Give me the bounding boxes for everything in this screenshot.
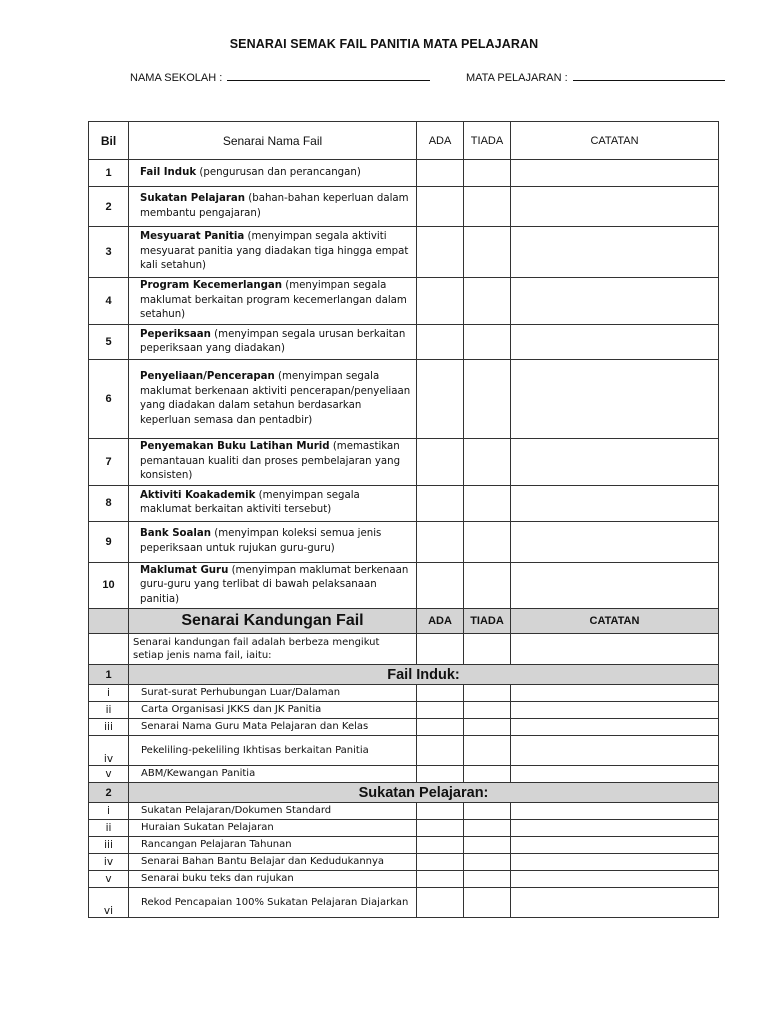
catatan-note-cell[interactable]	[511, 439, 719, 486]
file-name: Fail Induk	[140, 166, 197, 178]
catatan-note-cell[interactable]	[511, 325, 719, 360]
catatan-note-cell[interactable]	[511, 766, 719, 783]
section-number-text: 1	[105, 668, 112, 681]
catatan-note-cell[interactable]	[511, 634, 719, 665]
header-bil: Bil	[89, 122, 129, 160]
contents-title-text: Senarai Kandungan Fail	[181, 612, 364, 629]
file-detail: (menyimpan segala maklumat berkenaan aktiviti pencerapan/penyeliaan yang diadakan dalam setahun berdasarkan keperluan semasa dan pentadbir)	[140, 371, 411, 426]
item-numeral-text: ii	[105, 822, 112, 834]
tiada-checkbox-cell[interactable]	[464, 325, 511, 360]
content-item-row	[89, 719, 719, 736]
ada-checkbox-cell[interactable]	[417, 854, 464, 871]
file-detail: (bahan-bahan keperluan dalam membantu pengajaran)	[140, 193, 409, 219]
header-tiada: TIADA	[464, 122, 511, 160]
catatan-note-cell[interactable]	[511, 803, 719, 820]
ada-checkbox-cell[interactable]	[417, 160, 464, 187]
item-numeral	[89, 685, 129, 702]
item-text-content: ABM/Kewangan Panitia	[141, 768, 256, 780]
catatan-note-cell[interactable]	[511, 160, 719, 187]
item-numeral	[89, 702, 129, 719]
file-row	[89, 278, 719, 325]
file-row	[89, 485, 719, 521]
ada-checkbox-cell[interactable]	[417, 485, 464, 521]
section-title-text: Fail Induk:	[387, 666, 460, 683]
row-number	[89, 160, 129, 187]
table-header-row	[89, 122, 719, 160]
tiada-checkbox-cell[interactable]	[464, 803, 511, 820]
tiada-checkbox-cell[interactable]	[464, 360, 511, 439]
contents-catatan-text: CATATAN	[589, 615, 640, 627]
item-numeral-text: v	[105, 873, 112, 885]
file-description	[129, 521, 417, 562]
tiada-checkbox-cell[interactable]	[464, 160, 511, 187]
file-name: Program Kecemerlangan	[140, 280, 283, 292]
content-item-row	[89, 702, 719, 719]
file-row	[89, 227, 719, 278]
contents-header-ada	[417, 609, 464, 634]
catatan-note-cell[interactable]	[511, 871, 719, 888]
item-numeral	[89, 820, 129, 837]
item-text	[129, 766, 417, 783]
content-item-row	[89, 736, 719, 766]
item-numeral-text: iii	[104, 721, 113, 733]
file-name: Penyemakan Buku Latihan Murid	[140, 441, 330, 452]
item-text-content: Pekeliling-pekeliling Ikhtisas berkaitan Panitia	[141, 744, 369, 756]
file-name: Peperiksaan	[140, 328, 211, 340]
catatan-note-cell[interactable]	[511, 820, 719, 837]
ada-checkbox-cell[interactable]	[417, 766, 464, 783]
item-numeral	[89, 719, 129, 736]
file-description	[129, 360, 417, 439]
item-text-content: Senarai Nama Guru Mata Pelajaran dan Kelas	[141, 721, 369, 733]
file-description	[129, 187, 417, 227]
item-text	[129, 888, 417, 918]
row-number-text: 7	[105, 455, 112, 468]
file-description	[129, 227, 417, 278]
tiada-checkbox-cell[interactable]	[464, 685, 511, 702]
item-numeral-text: iv	[103, 753, 114, 765]
file-row	[89, 439, 719, 486]
file-detail: (menyimpan koleksi semua jenis peperiksaan untuk rujukan guru-guru)	[140, 528, 382, 554]
contents-title	[129, 609, 417, 634]
content-item-row	[89, 803, 719, 820]
ada-checkbox-cell[interactable]	[417, 702, 464, 719]
catatan-note-cell[interactable]	[511, 702, 719, 719]
catatan-note-cell[interactable]	[511, 278, 719, 325]
file-name: Sukatan Pelajaran	[140, 193, 246, 204]
item-text	[129, 820, 417, 837]
file-detail: (menyimpan segala urusan berkaitan peperiksaan yang diadakan)	[140, 328, 406, 354]
section-number	[89, 783, 129, 803]
ada-checkbox-cell[interactable]	[417, 736, 464, 766]
tiada-checkbox-cell[interactable]	[464, 485, 511, 521]
file-name: Bank Soalan	[140, 528, 212, 539]
content-item-row	[89, 871, 719, 888]
row-number-text: 5	[105, 336, 112, 348]
header-catatan: CATATAN	[511, 122, 719, 160]
file-row	[89, 562, 719, 609]
tiada-checkbox-cell[interactable]	[464, 702, 511, 719]
item-text	[129, 685, 417, 702]
file-name: Maklumat Guru	[140, 564, 229, 576]
tiada-checkbox-cell[interactable]	[464, 888, 511, 918]
section-title	[129, 783, 719, 803]
row-number	[89, 360, 129, 439]
row-number-text: 10	[102, 579, 115, 592]
ada-checkbox-cell[interactable]	[417, 187, 464, 227]
tiada-checkbox-cell[interactable]	[464, 820, 511, 837]
item-text-content: Carta Organisasi JKKS dan JK Panitia	[141, 704, 322, 716]
row-number	[89, 227, 129, 278]
catatan-note-cell[interactable]	[511, 562, 719, 609]
tiada-checkbox-cell[interactable]	[464, 187, 511, 227]
item-numeral-text: ii	[105, 704, 112, 716]
file-description	[129, 160, 417, 187]
section-number-text: 2	[105, 786, 112, 799]
tiada-checkbox-cell[interactable]	[464, 439, 511, 486]
tiada-checkbox-cell[interactable]	[464, 837, 511, 854]
row-number-text: 9	[105, 535, 112, 548]
content-item-row	[89, 766, 719, 783]
ada-checkbox-cell[interactable]	[417, 837, 464, 854]
item-numeral	[89, 854, 129, 871]
ada-checkbox-cell[interactable]	[417, 325, 464, 360]
catatan-note-cell[interactable]	[511, 485, 719, 521]
tiada-checkbox-cell[interactable]	[464, 227, 511, 278]
contents-header-row	[89, 609, 719, 634]
contents-header-tiada	[464, 609, 511, 634]
row-number-text: 1	[105, 167, 112, 179]
file-description	[129, 485, 417, 521]
contents-header-catatan	[511, 609, 719, 634]
catatan-note-cell[interactable]	[511, 685, 719, 702]
row-number	[89, 485, 129, 521]
catatan-note-cell[interactable]	[511, 187, 719, 227]
intro-blank	[89, 634, 129, 665]
content-item-row	[89, 837, 719, 854]
item-numeral-text: vi	[103, 905, 114, 917]
contents-header-blank	[89, 609, 129, 634]
catatan-note-cell[interactable]	[511, 854, 719, 871]
tiada-checkbox-cell[interactable]	[464, 871, 511, 888]
ada-checkbox-cell[interactable]	[417, 278, 464, 325]
contents-tiada-text: TIADA	[470, 615, 504, 627]
row-number	[89, 562, 129, 609]
tiada-checkbox-cell[interactable]	[464, 854, 511, 871]
row-number	[89, 325, 129, 360]
tiada-checkbox-cell[interactable]	[464, 562, 511, 609]
ada-checkbox-cell[interactable]	[417, 634, 464, 665]
catatan-note-cell[interactable]	[511, 227, 719, 278]
tiada-checkbox-cell[interactable]	[464, 766, 511, 783]
file-row	[89, 325, 719, 360]
row-number-text: 2	[105, 200, 112, 213]
row-number-text: 4	[105, 295, 112, 307]
file-name: Penyeliaan/Pencerapan	[140, 371, 275, 382]
ada-checkbox-cell[interactable]	[417, 820, 464, 837]
file-row	[89, 521, 719, 562]
file-detail: (menyimpan segala aktiviti mesyuarat panitia yang diadakan tiga hingga empat kali setahun)	[140, 231, 409, 272]
ada-checkbox-cell[interactable]	[417, 439, 464, 486]
row-number	[89, 439, 129, 486]
catatan-note-cell[interactable]	[511, 888, 719, 918]
file-description	[129, 562, 417, 609]
item-numeral-text: i	[107, 687, 110, 699]
file-row	[89, 187, 719, 227]
row-number-text: 8	[105, 497, 112, 509]
item-text-content: Sukatan Pelajaran/Dokumen Standard	[141, 805, 332, 817]
item-text-content: Huraian Sukatan Pelajaran	[141, 822, 274, 834]
item-text	[129, 719, 417, 736]
item-numeral	[89, 871, 129, 888]
item-numeral	[89, 736, 129, 766]
item-numeral	[89, 803, 129, 820]
ada-checkbox-cell[interactable]	[417, 888, 464, 918]
item-numeral	[89, 766, 129, 783]
subject-blank[interactable]	[573, 71, 725, 81]
item-text-content: Rekod Pencapaian 100% Sukatan Pelajaran Diajarkan	[141, 896, 409, 908]
contents-intro-row	[89, 634, 719, 665]
row-number	[89, 187, 129, 227]
section-title	[129, 665, 719, 685]
catatan-note-cell[interactable]	[511, 360, 719, 439]
item-text-content: Senarai buku teks dan rujukan	[141, 873, 294, 885]
ada-checkbox-cell[interactable]	[417, 227, 464, 278]
row-number-text: 6	[105, 393, 112, 405]
file-detail: (menyimpan maklumat berkenaan guru-guru yang terlibat di bawah pelaksanaan panitia)	[140, 564, 409, 605]
school-name-field[interactable]	[130, 71, 430, 84]
catatan-note-cell[interactable]	[511, 736, 719, 766]
ada-checkbox-cell[interactable]	[417, 685, 464, 702]
subject-label: MATA PELAJARAN :	[466, 72, 568, 84]
file-detail: (menyimpan segala maklumat berkaitan aktiviti tersebut)	[140, 489, 360, 515]
item-numeral-text: v	[105, 768, 112, 780]
checklist-table	[88, 121, 719, 918]
item-text	[129, 837, 417, 854]
header-file-name: Senarai Nama Fail	[129, 122, 417, 160]
row-number	[89, 278, 129, 325]
ada-checkbox-cell[interactable]	[417, 871, 464, 888]
file-row	[89, 360, 719, 439]
catatan-note-cell[interactable]	[511, 521, 719, 562]
item-numeral	[89, 888, 129, 918]
row-number-text: 3	[105, 246, 112, 258]
catatan-note-cell[interactable]	[511, 837, 719, 854]
item-numeral	[89, 837, 129, 854]
file-name: Aktiviti Koakademik	[140, 489, 256, 501]
ada-checkbox-cell[interactable]	[417, 562, 464, 609]
item-text	[129, 803, 417, 820]
section-title-text: Sukatan Pelajaran:	[358, 784, 489, 801]
ada-checkbox-cell[interactable]	[417, 719, 464, 736]
row-number	[89, 521, 129, 562]
section-header-row	[89, 665, 719, 685]
ada-checkbox-cell[interactable]	[417, 803, 464, 820]
file-description	[129, 278, 417, 325]
contents-ada-text: ADA	[428, 615, 452, 627]
file-detail: (memastikan pemantauan kualiti dan proses pembelajaran yang konsisten)	[140, 441, 401, 481]
item-text-content: Senarai Bahan Bantu Belajar dan Kedudukannya	[141, 856, 385, 868]
item-text	[129, 702, 417, 719]
tiada-checkbox-cell[interactable]	[464, 634, 511, 665]
subject-field[interactable]	[466, 71, 725, 84]
item-text-content: Surat-surat Perhubungan Luar/Dalaman	[141, 687, 341, 699]
file-row	[89, 160, 719, 187]
school-name-blank[interactable]	[227, 71, 430, 81]
item-text-content: Rancangan Pelajaran Tahunan	[141, 839, 292, 851]
item-text	[129, 871, 417, 888]
item-text	[129, 854, 417, 871]
item-text	[129, 736, 417, 766]
content-item-row	[89, 820, 719, 837]
header-ada: ADA	[417, 122, 464, 160]
section-number	[89, 665, 129, 685]
item-numeral-text: i	[107, 805, 110, 817]
tiada-checkbox-cell[interactable]	[464, 278, 511, 325]
item-numeral-text: iii	[104, 839, 113, 851]
content-item-row	[89, 888, 719, 918]
file-detail: (menyimpan segala maklumat berkaitan program kecemerlangan dalam setahun)	[140, 280, 407, 321]
file-description	[129, 325, 417, 360]
tiada-checkbox-cell[interactable]	[464, 521, 511, 562]
ada-checkbox-cell[interactable]	[417, 360, 464, 439]
content-item-row	[89, 854, 719, 871]
content-item-row	[89, 685, 719, 702]
item-numeral-text: iv	[103, 856, 114, 868]
school-name-label: NAMA SEKOLAH :	[130, 72, 223, 84]
ada-checkbox-cell[interactable]	[417, 521, 464, 562]
file-name: Mesyuarat Panitia	[140, 231, 245, 243]
tiada-checkbox-cell[interactable]	[464, 736, 511, 766]
file-description	[129, 439, 417, 486]
file-detail: (pengurusan dan perancangan)	[196, 166, 361, 178]
document-title: SENARAI SEMAK FAIL PANITIA MATA PELAJARAN	[229, 37, 539, 51]
contents-intro-text: Senarai kandungan fail adalah berbeza mengikut setiap jenis nama fail, iaitu:	[133, 636, 380, 661]
catatan-note-cell[interactable]	[511, 719, 719, 736]
section-header-row	[89, 783, 719, 803]
tiada-checkbox-cell[interactable]	[464, 719, 511, 736]
contents-intro	[129, 634, 417, 665]
